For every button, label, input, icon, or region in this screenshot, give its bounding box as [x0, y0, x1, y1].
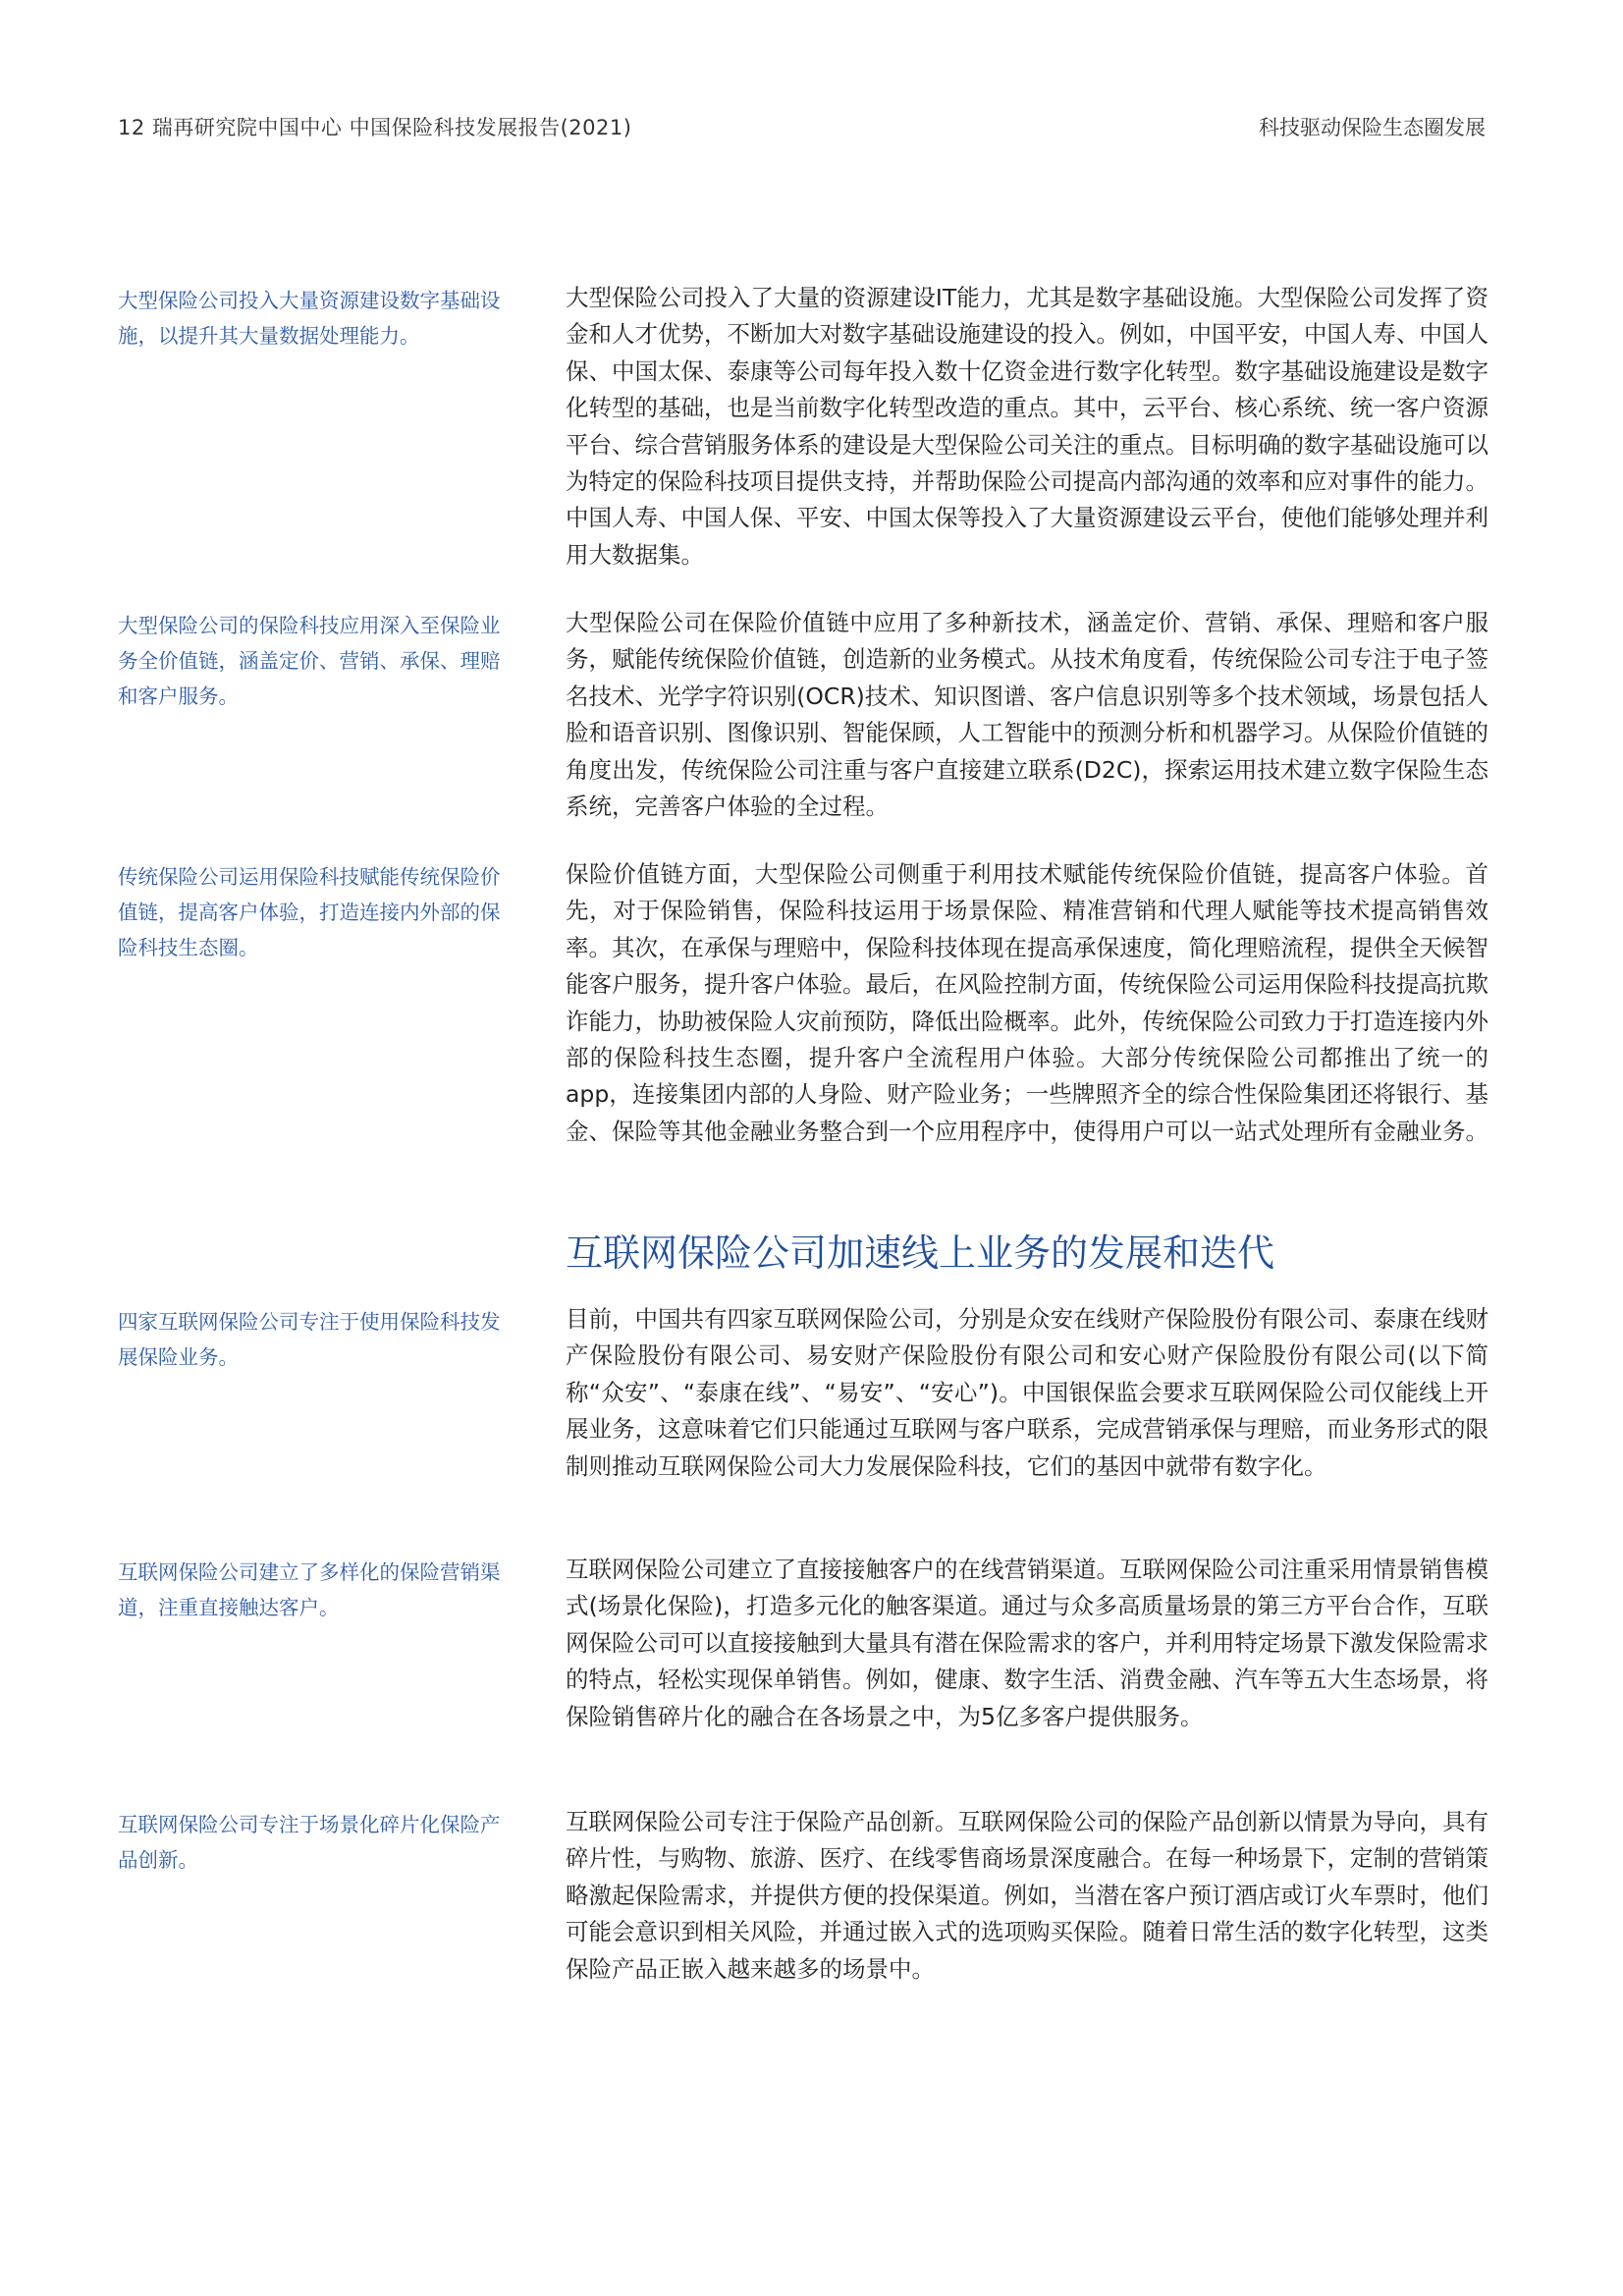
paragraph-value-chain-tech: 大型保险公司在保险价值链中应用了多种新技术，涵盖定价、营销、承保、理赔和客户服务，赋能传统保险价值链，创造新的业务模式。从技术角度看，传统保险公司专注于电子签名技术、光学字符识别(OCR)技术、知识图谱、客户信息识别等多个技术领域，场景包括人脸和语音识别、图像识别、智能保顾，人工智能中的预测分析和机器学习。从保险价值链的角度出发，传统保险公司注重与客户直接建立联系(D2C)，探索运用技术建立数字保险生态系统，完善客户体验的全过程。: [566, 609, 1488, 821]
paragraph-product-innovation: 互联网保险公司专注于保险产品创新。互联网保险公司的保险产品创新以情景为导向，具有碎片性，与购物、旅游、医疗、在线零售商场景深度融合。在每一种场景下，定制的营销策略激起保险需求，并提供方便的投保渠道。例如，当潜在客户预订酒店或订火车票时，他们可能会意识到相关风险，并通过嵌入式的选项购买保险。随着日常生活的数字化转型，这类保险产品正嵌入越来越多的场景中。: [566, 1808, 1488, 1983]
sidenote-digital-infrastructure: 大型保险公司投入大量资源建设数字基础设施，以提升其大量数据处理能力。: [118, 289, 501, 348]
sidenote-product-innovation: 互联网保险公司专注于场景化碎片化保险产品创新。: [118, 1813, 501, 1872]
paragraph-marketing-channels: 互联网保险公司建立了直接接触客户的在线营销渠道。互联网保险公司注重采用情景销售模式(场景化保险)，打造多元化的触客渠道。通过与众多高质量场景的第三方平台合作，互联网保险公司可以直接接触到大量具有潜在保险需求的客户，并利用特定场景下激发保险需求的特点，轻松实现保单销售。例如，健康、数字生活、消费金融、汽车等五大生态场景，将保险销售碎片化的融合在各场景之中，为5亿多客户提供服务。: [566, 1556, 1488, 1730]
sidenote-four-internet-insurers: 四家互联网保险公司专注于使用保险科技发展保险业务。: [118, 1310, 501, 1369]
paragraph-digital-infrastructure: 大型保险公司投入了大量的资源建设IT能力，尤其是数字基础设施。大型保险公司发挥了资金和人才优势，不断加大对数字基础设施建设的投入。例如，中国平安，中国人寿、中国人保、中国太保、泰康等公司每年投入数十亿资金进行数字化转型。数字基础设施建设是数字化转型的基础，也是当前数字化转型改造的重点。其中，云平台、核心系统、统一客户资源平台、综合营销服务体系的建设是大型保险公司关注的重点。目标明确的数字基础设施可以为特定的保险科技项目提供支持，并帮助保险公司提高内部沟通的效率和应对事件的能力。中国人寿、中国人保、平安、中国太保等投入了大量资源建设云平台，使他们能够处理并利用大数据集。: [566, 284, 1488, 569]
paragraph-four-internet-insurers: 目前，中国共有四家互联网保险公司，分别是众安在线财产保险股份有限公司、泰康在线财产保险股份有限公司、易安财产保险股份有限公司和安心财产保险股份有限公司(以下简称“众安”、“泰康在线”、“易安”、“安心”)。中国银保监会要求互联网保险公司仅能线上开展业务，这意味着它们只能通过互联网与客户联系，完成营销承保与理赔，而业务形式的限制则推动互联网保险公司大力发展保险科技，它们的基因中就带有数字化。: [566, 1305, 1488, 1480]
running-header-left: 12 瑞再研究院中国中心 中国保险科技发展报告(2021): [118, 116, 632, 139]
section-heading: 互联网保险公司加速线上业务的发展和迭代: [566, 1231, 1275, 1275]
sidenote-value-chain-tech: 大型保险公司的保险科技应用深入至保险业务全价值链，涵盖定价、营销、承保、理赔和客户服务。: [118, 614, 501, 708]
sidenote-marketing-channels: 互联网保险公司建立了多样化的保险营销渠道，注重直接触达客户。: [118, 1560, 501, 1619]
running-header-right: 科技驱动保险生态圈发展: [1259, 116, 1486, 139]
paragraph-ecosystem: 保险价值链方面，大型保险公司侧重于利用技术赋能传统保险价值链，提高客户体验。首先，对于保险销售，保险科技运用于场景保险、精准营销和代理人赋能等技术提高销售效率。其次，在承保与理赔中，保险科技体现在提高承保速度，简化理赔流程，提供全天候智能客户服务，提升客户体验。最后，在风险控制方面，传统保险公司运用保险科技提高抗欺诈能力，协助被保险人灾前预防，降低出险概率。此外，传统保险公司致力于打造连接内外部的保险科技生态圈，提升客户全流程用户体验。大部分传统保险公司都推出了统一的app，连接集团内部的人身险、财产险业务；一些牌照齐全的综合性保险集团还将银行、基金、保险等其他金融业务整合到一个应用程序中，使得用户可以一站式处理所有金融业务。: [566, 860, 1488, 1145]
sidenote-ecosystem: 传统保险公司运用保险科技赋能传统保险价值链，提高客户体验，打造连接内外部的保险科技生态圈。: [118, 865, 501, 959]
